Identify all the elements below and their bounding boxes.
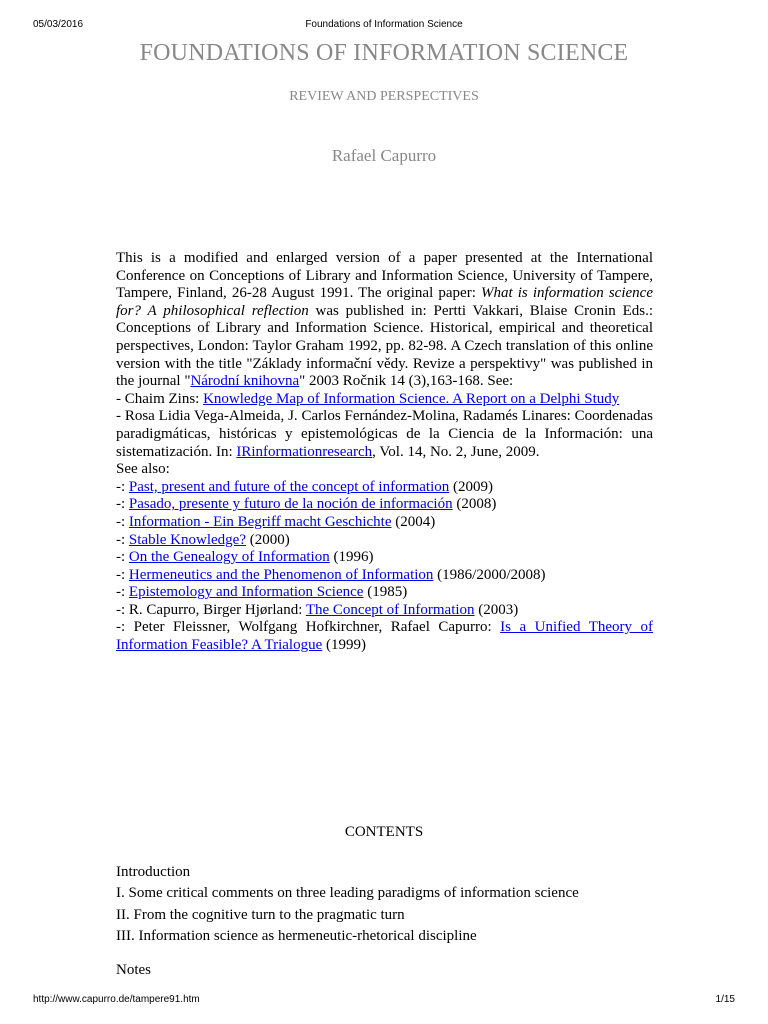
author-name: Rafael Capurro bbox=[331, 146, 437, 165]
intro-text-3: " 2003 Ročnik 14 (3),163-168. See: bbox=[299, 373, 514, 390]
see-also-link[interactable]: Hermeneutics and the Phenomenon of Information bbox=[128, 566, 434, 583]
see-also-label: See also: bbox=[116, 461, 170, 478]
see-also-link[interactable]: Pasado, presente y futuro de la noción de información bbox=[128, 496, 453, 513]
zins-prefix: - Chaim Zins: bbox=[116, 390, 204, 407]
list-item-year: (1985) bbox=[363, 584, 408, 601]
irinformationresearch-link[interactable]: IRinformationresearch bbox=[236, 443, 373, 460]
list-item bbox=[116, 567, 653, 585]
toc-item: II. From the cognitive turn to the pragmatic turn bbox=[116, 906, 405, 923]
list-item-year: (2008) bbox=[452, 496, 497, 513]
see-also-link[interactable]: On the Genealogy of Information bbox=[128, 549, 330, 566]
intro-paragraph bbox=[116, 250, 653, 391]
list-item bbox=[116, 514, 653, 532]
page-title: FOUNDATIONS OF INFORMATION SCIENCE bbox=[139, 40, 629, 66]
see-also-link[interactable]: Epistemology and Information Science bbox=[128, 584, 364, 601]
print-footer-url: http://www.capurro.de/tampere91.htm bbox=[33, 994, 200, 1005]
intro-text-2: was published in: Pertti Vakkari, Blaise Cronin Eds.: Conceptions of Library and Information Science. Historical, empirical and theoretical perspectives, London: Taylor Graham 1992, pp. 82-98. A Czech translation of this online version with the title "Základy informační vědy. Revize a perspektivy" was published in the journal " bbox=[116, 302, 654, 390]
toc-item: III. Information science as hermeneutic-rhetorical discipline bbox=[116, 927, 477, 944]
list-item-year: (2003) bbox=[474, 601, 519, 618]
list-item-prefix: -: bbox=[116, 584, 129, 601]
vega-prefix: - Rosa Lidia Vega-Almeida, J. Carlos Fernández-Molina, Radamés Linares: Coordenadas paradigmáticas, históricas y epistemológicas de la Ciencia de la Información: una sistematización. In: bbox=[116, 408, 653, 460]
list-item bbox=[116, 532, 653, 550]
vega-suffix: , Vol. 14, No. 2, June, 2009. bbox=[372, 443, 540, 460]
page-number: 1/15 bbox=[715, 994, 735, 1005]
see-also-link[interactable]: Stable Knowledge? bbox=[128, 531, 246, 548]
narodni-knihovna-link[interactable]: Národní knihovna bbox=[190, 373, 300, 390]
zins-link[interactable]: Knowledge Map of Information Science. A Report on a Delphi Study bbox=[203, 390, 620, 407]
contents-heading: CONTENTS bbox=[344, 824, 424, 840]
see-also-link[interactable]: The Concept of Information bbox=[305, 601, 475, 618]
list-item-prefix: -: bbox=[116, 531, 129, 548]
print-header-title: Foundations of Information Science bbox=[305, 19, 463, 30]
table-of-contents bbox=[116, 862, 579, 947]
list-item bbox=[116, 549, 653, 567]
list-item bbox=[116, 584, 653, 602]
see-also-link[interactable]: Past, present and future of the concept of information bbox=[128, 478, 450, 495]
list-item-year: (2009) bbox=[449, 478, 493, 495]
list-item-prefix: -: Peter Fleissner, Wolfgang Hofkirchner, Rafael Capurro: bbox=[116, 619, 501, 636]
list-item-prefix: -: R. Capurro, Birger Hjørland: bbox=[116, 601, 306, 618]
list-item-prefix: -: bbox=[116, 496, 129, 513]
list-item-prefix: -: bbox=[116, 549, 129, 566]
list-item-prefix: -: bbox=[116, 566, 129, 583]
print-date: 05/03/2016 bbox=[33, 19, 84, 30]
toc-item-notes: Notes bbox=[116, 962, 151, 978]
vega-reference bbox=[116, 408, 653, 461]
see-also-link[interactable]: Information - Ein Begriff macht Geschichte bbox=[128, 513, 392, 530]
list-item bbox=[116, 619, 653, 654]
list-item-year: (1996) bbox=[329, 549, 374, 566]
page-subtitle: REVIEW AND PERSPECTIVES bbox=[289, 89, 479, 104]
list-item-year: (1999) bbox=[322, 637, 366, 654]
see-also-list bbox=[116, 479, 653, 655]
original-paper-title: What is information science for? A philosophical reflection bbox=[116, 285, 653, 319]
zins-reference bbox=[116, 391, 653, 409]
list-item bbox=[116, 479, 653, 497]
list-item-year: (1986/2000/2008) bbox=[433, 566, 546, 583]
toc-item: I. Some critical comments on three leading paradigms of information science bbox=[116, 885, 579, 902]
list-item bbox=[116, 602, 653, 620]
toc-item: Introduction bbox=[116, 864, 191, 880]
intro-text-1: This is a modified and enlarged version of a paper presented at the International Conference on Conceptions of Library and Information Science, University of Tampere, Tampere, Finland, 26-28 August 1991. The original paper: bbox=[116, 250, 653, 302]
list-item-prefix: -: bbox=[116, 478, 129, 495]
intro-section bbox=[116, 250, 653, 655]
list-item-prefix: -: bbox=[116, 513, 129, 530]
see-also-link[interactable]: Is a Unified Theory of Information Feasible? A Trialogue bbox=[116, 619, 653, 654]
list-item-year: (2000) bbox=[245, 531, 290, 548]
list-item-year: (2004) bbox=[391, 513, 436, 530]
list-item bbox=[116, 496, 653, 514]
